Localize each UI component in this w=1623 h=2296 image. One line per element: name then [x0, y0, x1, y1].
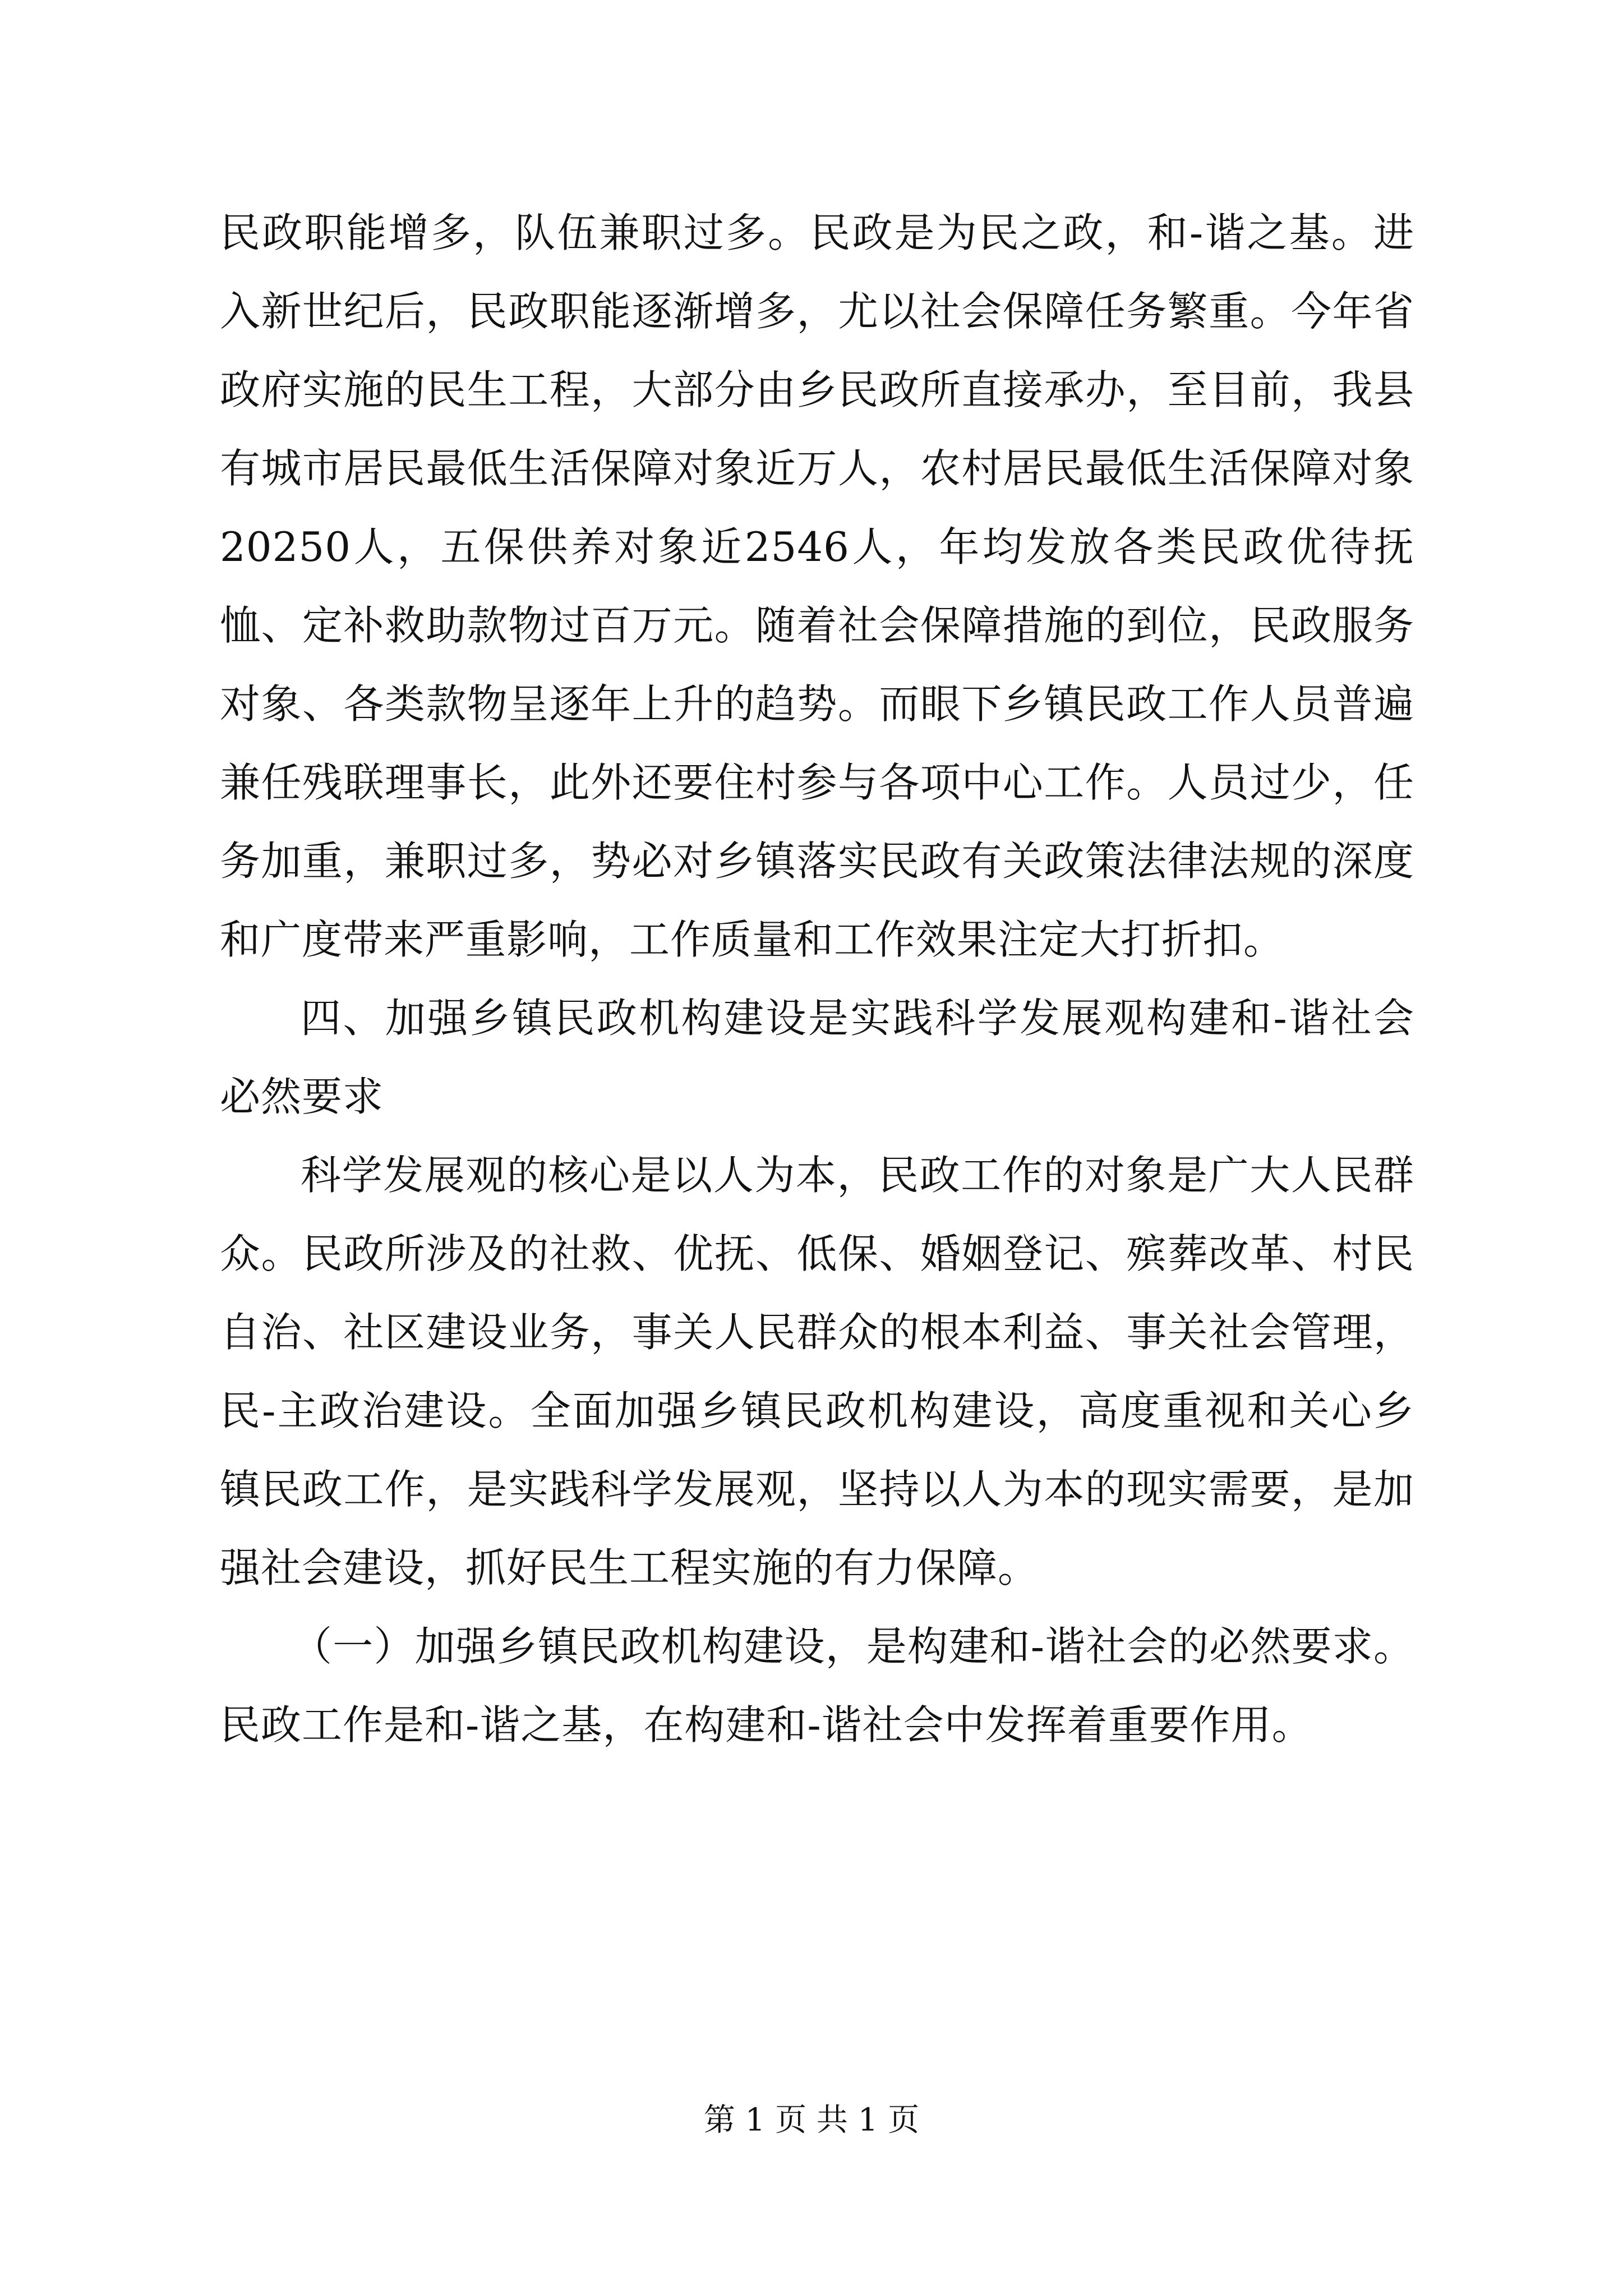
paragraph-civil-affairs-duties: 民政职能增多，队伍兼职过多。民政是为民之政，和-谐之基。进入新世纪后，民政职能逐渐增多，尤以社会保障任务繁重。今年省政府实施的民生工程，大部分由乡民政所直接承办，至目前，我县有城市居民最低生活保障对象近万人，农村居民最低生活保障对象20250人，五保供养对象近2546人，年均发放各类民政优待抚恤、定补救助款物过百万元。随着社会保障措施的到位，民政服务对象、各类款物呈逐年上升的趋势。而眼下乡镇民政工作人员普遍兼任残联理事长，此外还要住村参与各项中心工作。人员过少，任务加重，兼职过多，势必对乡镇落实民政有关政策法律法规的深度和广度带来严重影响，工作质量和工作效果注定大打折扣。	[220, 209, 1414, 963]
body-text	[220, 194, 1414, 1764]
page-footer: 第 1 页 共 1 页	[703, 2102, 920, 2138]
section-heading-four: 四、加强乡镇民政机构建设是实践科学发展观构建和-谐社会必然要求	[220, 995, 1414, 1120]
paragraph-scientific-development: 科学发展观的核心是以人为本，民政工作的对象是广大人民群众。民政所涉及的社救、优抚、低保、婚姻登记、殡葬改革、村民自治、社区建设业务，事关人民群众的根本利益、事关社会管理，民-主政治建设。全面加强乡镇民政机构建设，高度重视和关心乡镇民政工作，是实践科学发展观，坚持以人为本的现实需要，是加强社会建设，抓好民生工程实施的有力保障。	[220, 1152, 1414, 1591]
paragraph-subsection-one: （一）加强乡镇民政机构建设，是构建和-谐社会的必然要求。民政工作是和-谐之基，在构建和-谐社会中发挥着重要作用。	[220, 1623, 1414, 1749]
